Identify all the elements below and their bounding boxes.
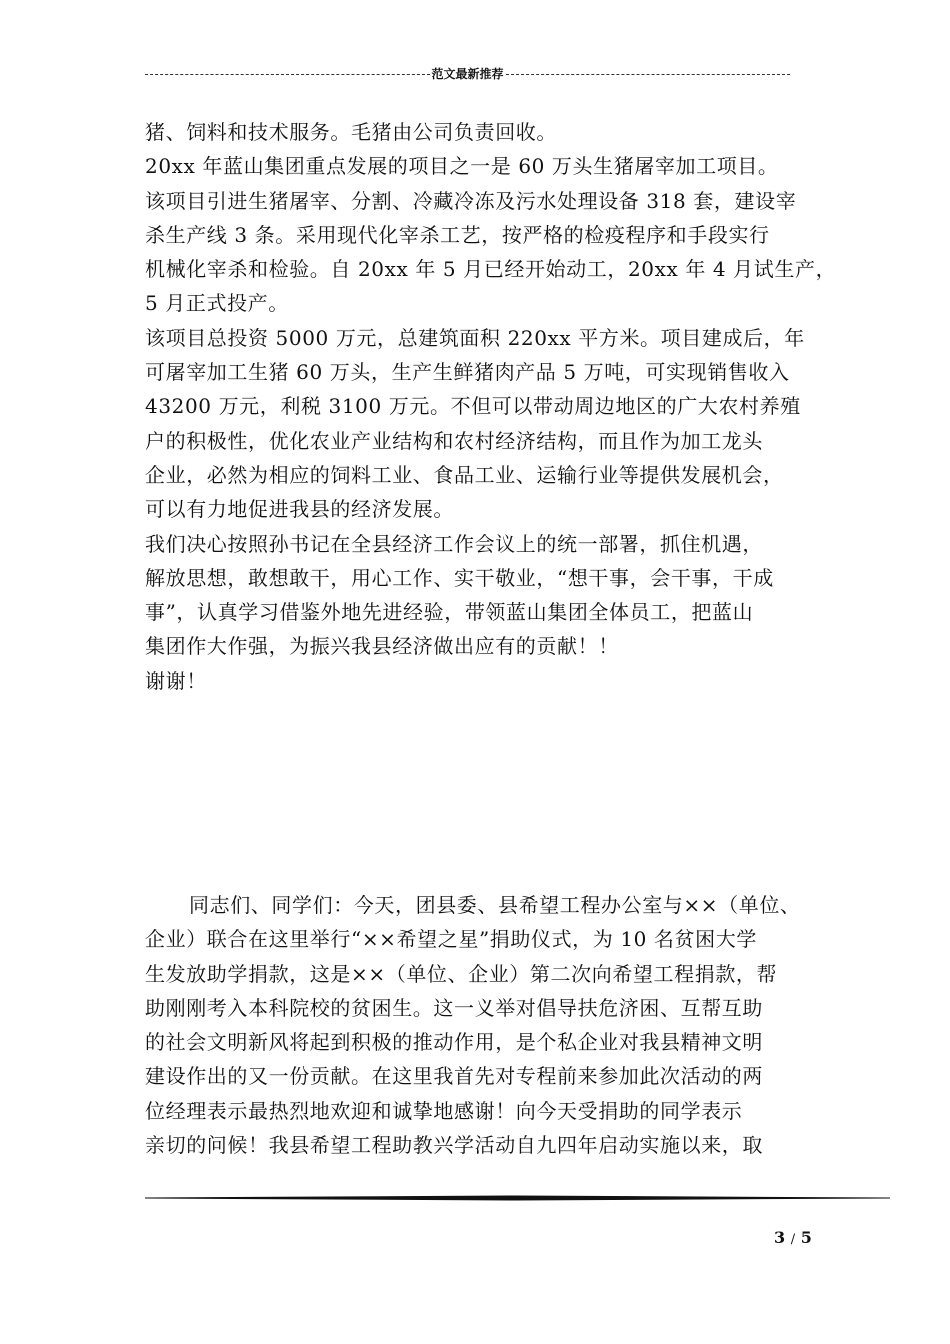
text-line: 该项目总投资 5000 万元，总建筑面积 220xx 平方米。项目建成后，年 [145, 325, 805, 350]
text-line: 同志们、同学们：今天，团县委、县希望工程办公室与××（单位、 [189, 893, 801, 917]
text-line: 猪、饲料和技术服务。毛猪由公司负责回收。 [145, 120, 557, 144]
document-body-top [145, 115, 837, 698]
text-line: 的社会文明新风将起到积极的推动作用，是个私企业对我县精神文明 [145, 1030, 763, 1055]
text-line: 企业，必然为相应的饲料工业、食品工业、运输行业等提供发展机会， [145, 462, 784, 487]
header-dash-left [145, 74, 430, 75]
page-header [145, 66, 790, 82]
footer-rule [145, 1195, 890, 1201]
text-line: 位经理表示最热烈地欢迎和诚挚地感谢！向今天受捐助的同学表示 [145, 1098, 743, 1123]
text-line: 我们决心按照孙书记在全县经济工作会议上的统一部署，抓住机遇， [145, 531, 763, 556]
page-total: 5 [800, 1228, 812, 1247]
text-line: 生发放助学捐款，这是××（单位、企业）第二次向希望工程捐款，帮 [145, 961, 778, 986]
header-dash-right [506, 74, 791, 75]
page-current: 3 [774, 1228, 786, 1247]
text-line: 事”，认真学习借鉴外地先进经验，带领蓝山集团全体员工，把蓝山 [145, 600, 754, 625]
text-line: 亲切的问候！我县希望工程助教兴学活动自九四年启动实施以来，取 [145, 1133, 763, 1158]
text-line: 户的积极性，优化农业产业结构和农村经济结构，而且作为加工龙头 [145, 428, 763, 453]
text-line: 5 月正式投产。 [145, 291, 289, 316]
text-line: 机械化宰杀和检验。自 20xx 年 5 月已经开始动工，20xx 年 4 月试生产， [145, 257, 837, 282]
text-line: 可以有力地促进我县的经济发展。 [145, 497, 454, 522]
text-line: 20xx 年蓝山集团重点发展的项目之一是 60 万头生猪屠宰加工项目。 [145, 154, 779, 179]
text-line: 企业）联合在这里举行“××希望之星”捐助仪式，为 10 名贫困大学 [145, 927, 757, 952]
text-line: 集团作大作强，为振兴我县经济做出应有的贡献！！ [145, 634, 619, 659]
text-line: 谢谢！ [145, 668, 207, 693]
footer-rule-shape [145, 1195, 890, 1201]
page-separator: / [790, 1232, 796, 1247]
text-line: 杀生产线 3 条。采用现代化宰杀工艺，按严格的检疫程序和手段实行 [145, 222, 770, 247]
text-line: 建设作出的又一份贡献。在这里我首先对专程前来参加此次活动的两 [145, 1064, 763, 1089]
header-title: 范文最新推荐 [431, 67, 504, 81]
document-body-bottom [145, 888, 817, 1162]
text-line: 43200 万元，利税 3100 万元。不但可以带动周边地区的广大农村养殖 [145, 394, 801, 419]
text-line: 可屠宰加工生猪 60 万头，生产生鲜猪肉产品 5 万吨，可实现销售收入 [145, 360, 790, 385]
page-number [774, 1228, 812, 1247]
text-line: 解放思想，敢想敢干，用心工作、实干敬业，“想干事，会干事，干成 [145, 565, 774, 590]
text-line: 该项目引进生猪屠宰、分割、冷藏冷冻及污水处理设备 318 套，建设宰 [145, 188, 797, 213]
text-line: 助刚刚考入本科院校的贫困生。这一义举对倡导扶危济困、互帮互助 [145, 995, 763, 1020]
